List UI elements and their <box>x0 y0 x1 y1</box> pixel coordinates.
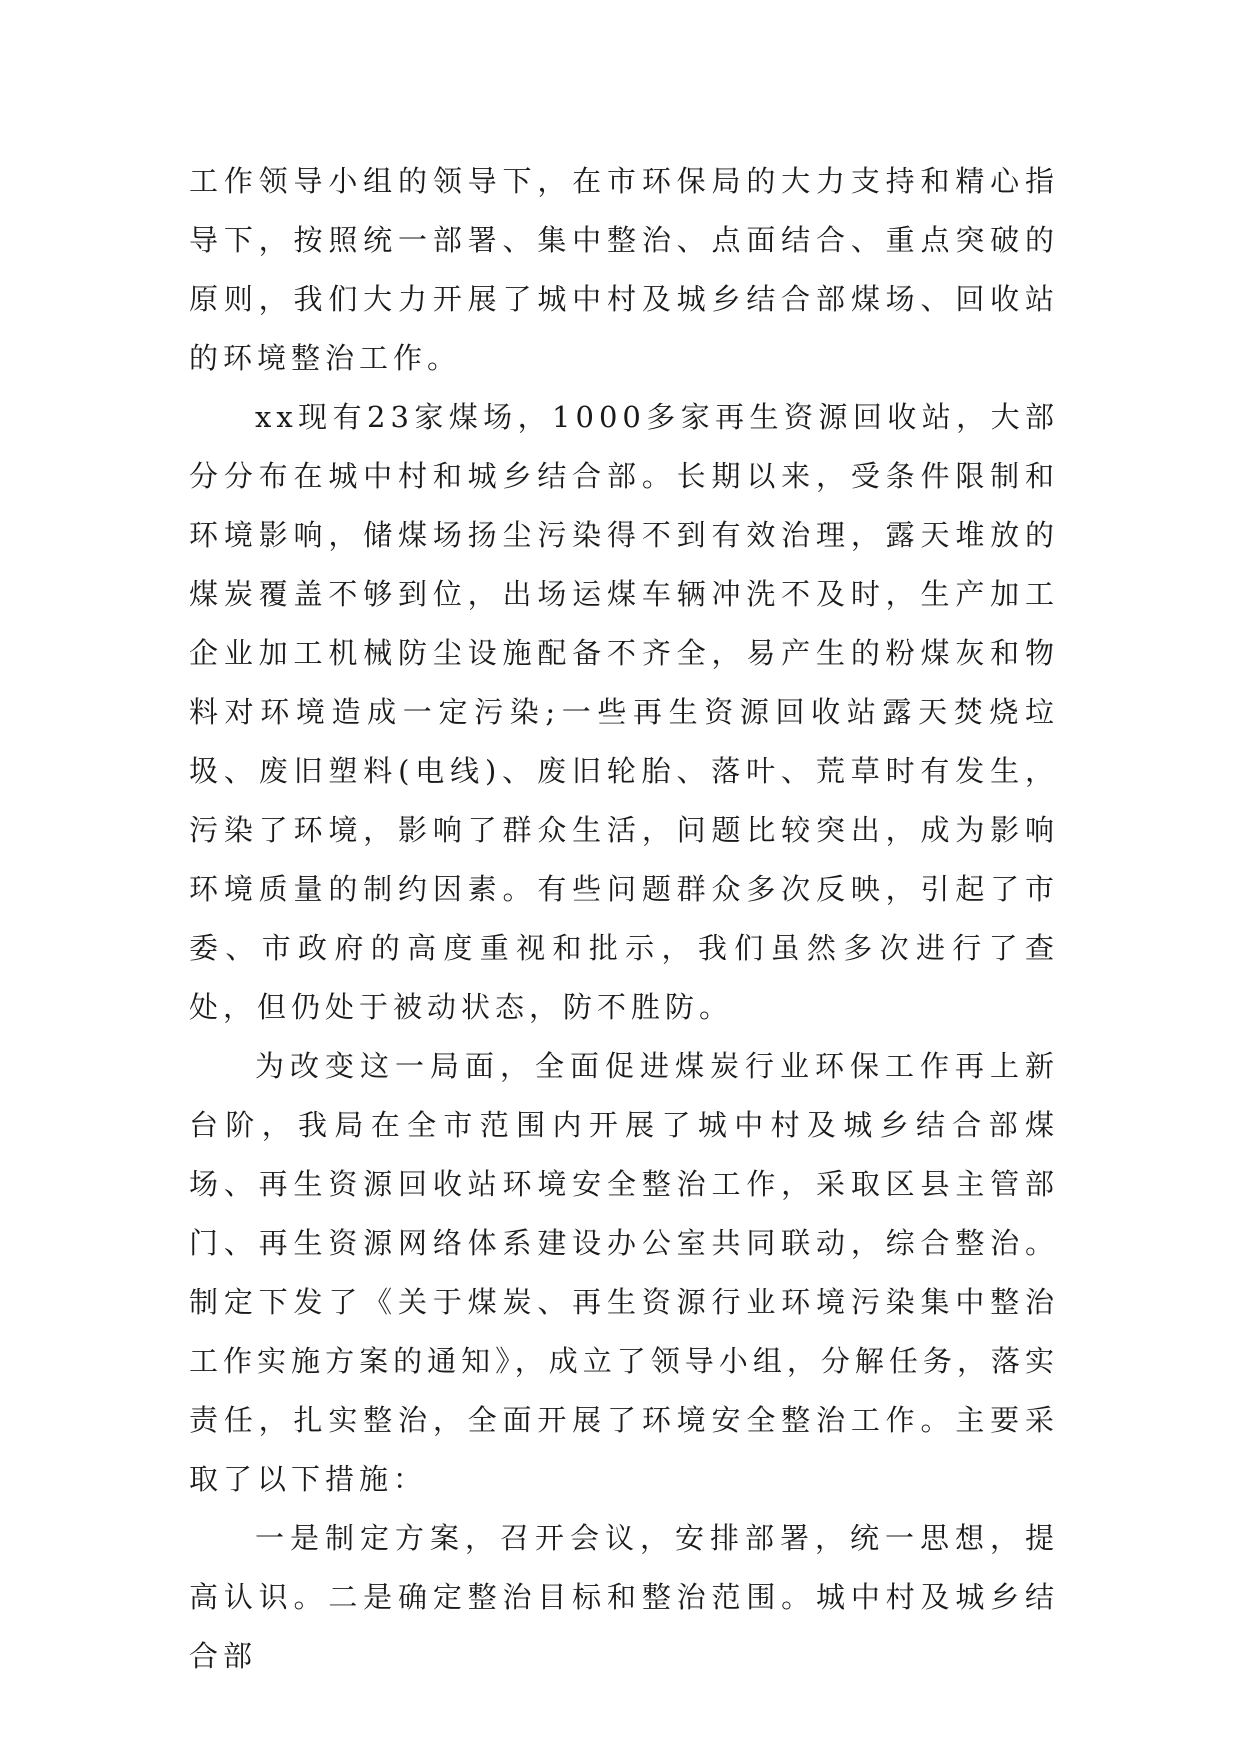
document-body <box>189 152 1059 1686</box>
paragraph-4: 一是制定方案，召开会议，安排部署，统一思想，提高认识。二是确定整治目标和整治范围。城中村及城乡结合部 <box>189 1521 1059 1673</box>
paragraph-2: xx现有23家煤场，1000多家再生资源回收站，大部分分布在城中村和城乡结合部。长期以来，受条件限制和环境影响，储煤场扬尘污染得不到有效治理，露天堆放的煤炭覆盖不够到位，出场运煤车辆冲洗不及时，生产加工企业加工机械防尘设施配备不齐全，易产生的粉煤灰和物料对环境造成一定污染;一些再生资源回收站露天焚烧垃圾、废旧塑料(电线)、废旧轮胎、落叶、荒草时有发生，污染了环境，影响了群众生活，问题比较突出，成为影响环境质量的制约因素。有些问题群众多次反映，引起了市委、市政府的高度重视和批示，我们虽然多次进行了查处，但仍处于被动状态，防不胜防。 <box>189 400 1059 1024</box>
paragraph-3: 为改变这一局面，全面促进煤炭行业环保工作再上新台阶，我局在全市范围内开展了城中村及城乡结合部煤场、再生资源回收站环境安全整治工作，采取区县主管部门、再生资源网络体系建设办公室共同联动，综合整治。制定下发了《关于煤炭、再生资源行业环境污染集中整治工作实施方案的通知》，成立了领导小组，分解任务，落实责任，扎实整治，全面开展了环境安全整治工作。主要采取了以下措施： <box>189 1049 1059 1496</box>
paragraph-1: 工作领导小组的领导下，在市环保局的大力支持和精心指导下，按照统一部署、集中整治、点面结合、重点突破的原则，我们大力开展了城中村及城乡结合部煤场、回收站的环境整治工作。 <box>189 164 1059 375</box>
